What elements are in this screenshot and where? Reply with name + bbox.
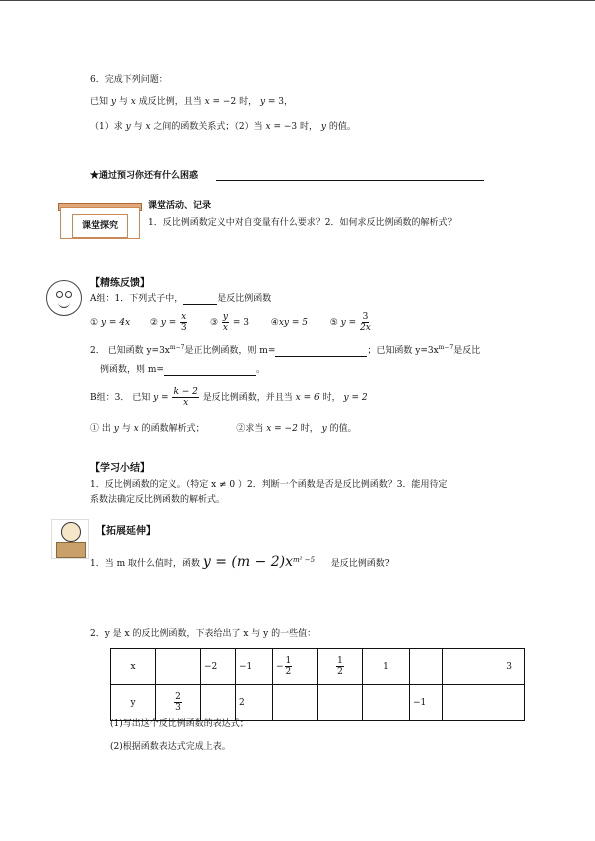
table-cell: −1 (236, 649, 273, 685)
preview-label: ★通过预习你还有什么困惑 (90, 171, 199, 181)
practice-heading: 【精练反馈】 (90, 278, 150, 289)
practice-b-intro: B组：3． 已知 y = $\frac{k - 2}{x}$ 是反比例函数，并且当 x = 6 时， y = 2 (90, 387, 368, 408)
table-cell: 2 (236, 685, 273, 721)
extension-part1: (1)写出这个反比例函数的表达式； (110, 719, 249, 729)
table-row-x (111, 649, 525, 685)
table-cell: −2 (201, 649, 236, 685)
table-cell (443, 685, 525, 721)
extension-part2: (2)根据函数表达式完成上表。 (110, 742, 231, 752)
table-cell (201, 685, 236, 721)
q6-title: 6．完成下列问题： (90, 75, 168, 85)
table-cell: −1 (410, 685, 443, 721)
preview-answer-line (216, 180, 484, 181)
class-explore-badge: 课堂探究 (72, 214, 128, 238)
table-cell: y (111, 685, 156, 721)
q6-parts: （1）求 y 与 x 之间的函数关系式；（2）当 x = −3 时， y 的值。 (90, 122, 356, 132)
table-cell: $\frac{1}{2}$ (318, 649, 363, 685)
table-cell (363, 685, 410, 721)
table-cell (273, 685, 318, 721)
extension-q1: 1．当 m 取什么值时，函数 $y = (m - 2)x^{m^2 -5}$ 是反比例函数? (90, 554, 390, 570)
xy-value-table (110, 648, 525, 721)
table-cell (410, 649, 443, 685)
class-activity-line: 1．反比例函数定义中对自变量有什么要求？2．如何求反比例函数的解析式？ (148, 218, 457, 228)
summary-line1: 1．反比例函数的定义。（特定 x ≠ 0 ）2．判断一个函数是否是反比例函数？3．能用待定 (90, 480, 448, 490)
table-cell (318, 685, 363, 721)
top-rule (0, 0, 595, 1)
table-cell: 1 (363, 649, 410, 685)
practice-q2-line2: 例函数，则 m= 。 (100, 365, 265, 375)
teacher-avatar-icon (51, 519, 89, 559)
extension-heading: 【拓展延伸】 (96, 526, 156, 537)
class-activity-heading: 课堂活动、记录 (148, 201, 212, 211)
table-cell: − $\frac{1}{2}$ (273, 649, 318, 685)
q6-given: 已知 y 与 x 成反比例，且当 x = −2 时， y = 3， (90, 97, 294, 107)
student-avatar-icon (46, 280, 82, 316)
practice-options: ① y = 4x ② y = $\frac{x}{3}$ ③ $\frac{y}{x}$ = 3 ④xy = 5 ⑤ y = $\frac{3}{2x}$ (90, 312, 371, 333)
table-cell: 3 (443, 649, 525, 685)
table-cell (156, 649, 201, 685)
summary-heading: 【学习小结】 (90, 463, 150, 474)
table-row-y (111, 685, 525, 721)
practice-a-intro: A组：1．下列式子中， 是反比例函数 (90, 294, 272, 304)
practice-b-parts: ① 出 y 与 x 的函数解析式； ②求当 x = −2 时， y 的值。 (90, 424, 357, 434)
table-cell: $\frac{2}{3}$ (156, 685, 201, 721)
practice-q2-line1: 2． 已知函数 $y=3x^{m-7}$是正比例函数，则 m= ；已知函数 $y=3x^{m-7}$是反比 (90, 344, 481, 356)
summary-line2: 系数法确定反比例函数的解析式。 (90, 495, 226, 505)
table-cell: x (111, 649, 156, 685)
extension-q2: 2．y 是 x 的反比例函数，下表给出了 x 与 y 的一些值： (90, 629, 317, 639)
